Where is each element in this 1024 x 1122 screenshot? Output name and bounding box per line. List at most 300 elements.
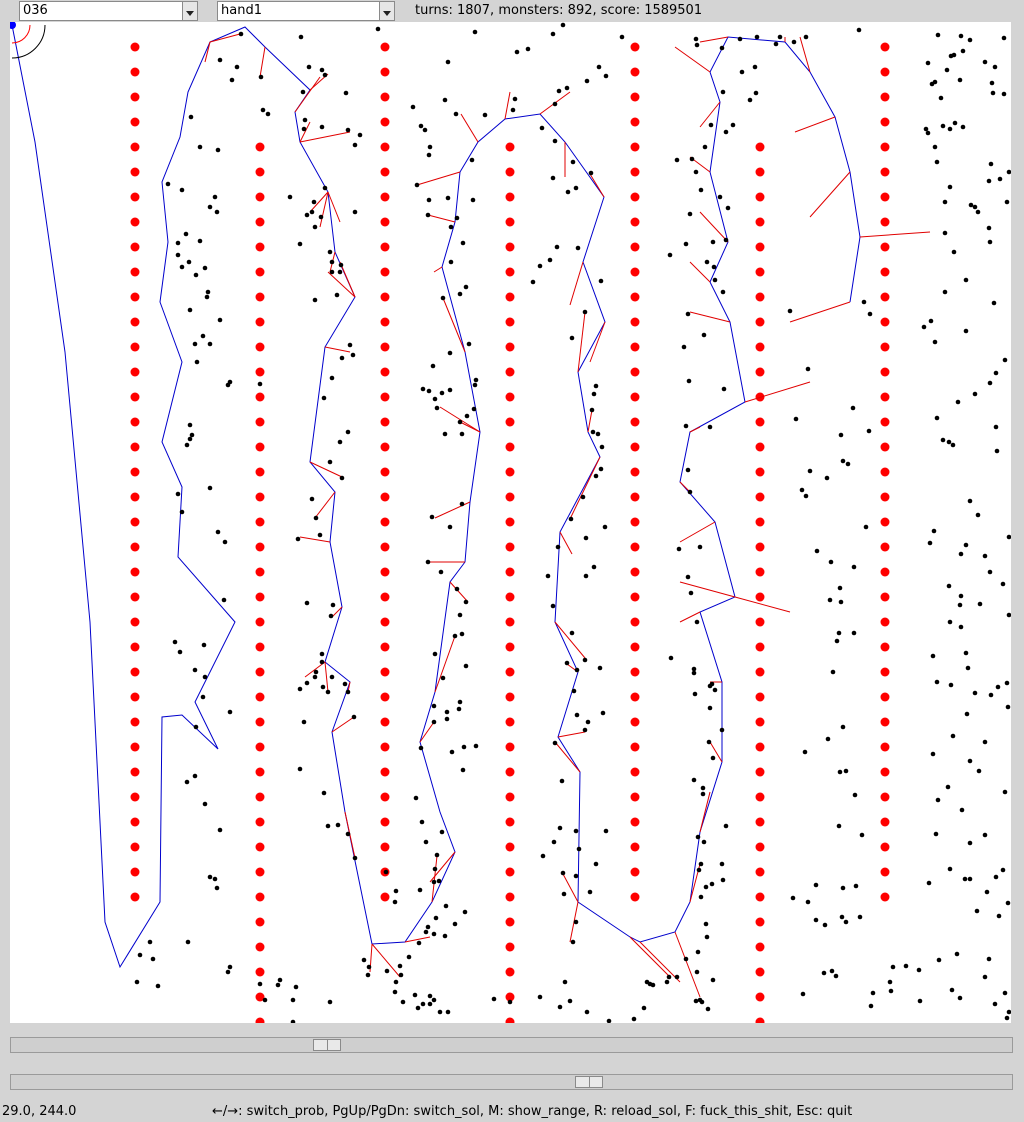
monster-dot — [531, 280, 536, 285]
red-marker — [506, 468, 515, 477]
red-marker — [381, 618, 390, 627]
red-marker — [506, 218, 515, 227]
attack-line — [570, 262, 583, 305]
monster-dot — [565, 661, 570, 666]
monster-dot — [263, 998, 268, 1003]
monster-dot — [198, 145, 203, 150]
red-marker — [506, 968, 515, 977]
monster-dot — [964, 329, 969, 334]
monster-dot — [711, 978, 716, 983]
monster-dot — [460, 502, 465, 507]
red-marker — [756, 918, 765, 927]
monster-dot — [473, 383, 478, 388]
monster-dot — [471, 198, 476, 203]
monster-dot — [432, 720, 437, 725]
monster-dot — [464, 664, 469, 669]
red-marker — [256, 493, 265, 502]
monster-dot — [713, 278, 718, 283]
monster-dot — [889, 989, 894, 994]
monster-dot — [791, 896, 796, 901]
red-marker — [506, 243, 515, 252]
monster-dot — [394, 889, 399, 894]
red-marker — [131, 493, 140, 502]
red-marker — [631, 768, 640, 777]
red-marker — [631, 268, 640, 277]
red-marker — [881, 593, 890, 602]
monster-dot — [351, 353, 356, 358]
monster-dot — [321, 685, 326, 690]
monster-dot — [574, 920, 579, 925]
monster-dot — [645, 980, 650, 985]
red-marker — [381, 493, 390, 502]
monster-dot — [947, 584, 952, 589]
red-marker — [256, 718, 265, 727]
red-marker — [131, 443, 140, 452]
red-marker — [381, 893, 390, 902]
monster-dot — [983, 60, 988, 65]
monster-dot — [945, 68, 950, 73]
monster-dot — [596, 432, 601, 437]
monster-dot — [561, 23, 566, 28]
monster-dot — [213, 195, 218, 200]
red-marker — [256, 243, 265, 252]
monster-dot — [344, 91, 349, 96]
monster-dot — [721, 90, 726, 95]
red-marker — [881, 893, 890, 902]
monster-dot — [969, 203, 974, 208]
monster-dot — [959, 594, 964, 599]
monster-dot — [651, 983, 656, 988]
keyboard-hint: ←/→: switch_prob, PgUp/PgDn: switch_sol, M: show_range, R: reload_sol, F: fuck_this_shit, Esc: quit — [212, 1104, 853, 1119]
red-marker — [506, 918, 515, 927]
red-marker — [756, 693, 765, 702]
red-marker — [256, 568, 265, 577]
monster-dot — [424, 840, 429, 845]
monster-dot — [353, 856, 358, 861]
monster-dot — [722, 387, 727, 392]
red-marker — [256, 468, 265, 477]
monster-dot — [176, 241, 181, 246]
monster-dot — [852, 631, 857, 636]
monster-dot — [987, 957, 992, 962]
red-marker — [131, 318, 140, 327]
attack-line — [555, 622, 585, 658]
monster-dot — [215, 210, 220, 215]
monster-dot — [589, 171, 594, 176]
attack-line — [555, 742, 580, 772]
monster-dot — [216, 148, 221, 153]
monster-dot — [203, 675, 208, 680]
monster-dot — [434, 916, 439, 921]
monster-dot — [699, 188, 704, 193]
monster-dot — [953, 121, 958, 126]
cursor-coords: 29.0, 244.0 — [2, 1104, 77, 1119]
red-marker — [631, 643, 640, 652]
monster-dot — [188, 423, 193, 428]
problem-select[interactable] — [19, 1, 198, 21]
monster-dot — [228, 710, 233, 715]
red-marker — [506, 193, 515, 202]
monster-dot — [702, 840, 707, 845]
monster-dot — [958, 78, 963, 83]
monster-dot — [298, 767, 303, 772]
monster-dot — [929, 319, 934, 324]
monster-dot — [960, 808, 965, 813]
monster-dot — [575, 668, 580, 673]
range-arc — [12, 25, 45, 58]
monster-dot — [724, 130, 729, 135]
monster-dot — [933, 340, 938, 345]
monster-dot — [692, 671, 697, 676]
red-marker — [881, 68, 890, 77]
monster-dot — [228, 965, 233, 970]
monster-dot — [822, 971, 827, 976]
monster-dot — [201, 695, 206, 700]
monster-dot — [313, 675, 318, 680]
monster-dot — [185, 443, 190, 448]
monster-dot — [1001, 582, 1006, 587]
attack-line — [405, 937, 430, 942]
red-marker — [631, 343, 640, 352]
monster-dot — [166, 182, 171, 187]
monster-dot — [148, 940, 153, 945]
red-marker — [381, 243, 390, 252]
monster-dot — [330, 270, 335, 275]
monster-dot — [556, 545, 561, 550]
monster-dot — [724, 824, 729, 829]
monster-dot — [788, 309, 793, 314]
monster-dot — [571, 940, 576, 945]
map-canvas[interactable] — [10, 22, 1011, 1023]
attack-line — [300, 122, 310, 142]
red-marker — [631, 868, 640, 877]
monster-dot — [1005, 681, 1010, 686]
monster-dot — [443, 934, 448, 939]
red-marker — [881, 368, 890, 377]
attack-line — [420, 722, 434, 742]
monster-dot — [461, 241, 466, 246]
monster-dot — [585, 79, 590, 84]
attack-line — [332, 717, 354, 732]
monster-dot — [708, 684, 713, 689]
monster-dot — [693, 692, 698, 697]
red-marker — [381, 418, 390, 427]
red-marker — [631, 318, 640, 327]
red-marker — [631, 493, 640, 502]
monster-dot — [720, 46, 725, 51]
monster-dot — [428, 994, 433, 999]
monster-dot — [936, 798, 941, 803]
attack-line — [860, 232, 930, 237]
red-marker — [131, 718, 140, 727]
monster-dot — [298, 687, 303, 692]
monster-dot — [258, 982, 263, 987]
chevron-down-icon[interactable] — [379, 2, 394, 20]
monster-dot — [446, 60, 451, 65]
red-marker — [881, 693, 890, 702]
monster-dot — [823, 923, 828, 928]
red-marker — [881, 318, 890, 327]
red-marker — [131, 568, 140, 577]
attack-line — [460, 422, 480, 432]
red-marker — [631, 818, 640, 827]
attack-line — [578, 312, 585, 372]
attack-line — [505, 92, 510, 119]
red-marker — [756, 568, 765, 577]
monster-dot — [513, 97, 518, 102]
turn-slider[interactable] — [10, 1074, 1013, 1090]
monster-dot — [992, 301, 997, 306]
monster-dot — [441, 296, 446, 301]
monster-dot — [340, 356, 345, 361]
monster-dot — [713, 688, 718, 693]
red-marker — [631, 118, 640, 127]
monster-dot — [173, 640, 178, 645]
monster-dot — [939, 96, 944, 101]
monster-dot — [705, 935, 710, 940]
attack-line — [680, 522, 715, 542]
plot-svg[interactable] — [10, 22, 1011, 1023]
monster-dot — [983, 740, 988, 745]
monster-dot — [740, 70, 745, 75]
monster-dot — [834, 974, 839, 979]
monster-dot — [574, 186, 579, 191]
red-marker — [131, 268, 140, 277]
monster-dot — [699, 862, 704, 867]
monster-dot — [330, 260, 335, 265]
monster-dot — [755, 35, 760, 40]
monster-dot — [176, 492, 181, 497]
monster-dot — [851, 406, 856, 411]
monster-dot — [203, 802, 208, 807]
monster-dot — [541, 854, 546, 859]
attack-line — [315, 492, 335, 518]
monster-dot — [684, 424, 689, 429]
monster-dot — [706, 1007, 711, 1012]
monster-dot — [318, 533, 323, 538]
monster-dot — [453, 634, 458, 639]
red-marker — [381, 193, 390, 202]
monster-dot — [551, 176, 556, 181]
monster-dot — [951, 734, 956, 739]
monster-dot — [208, 875, 213, 880]
monster-dot — [724, 238, 729, 243]
monster-dot — [854, 884, 859, 889]
attack-line — [810, 172, 850, 217]
monster-dot — [320, 660, 325, 665]
monster-dot — [694, 37, 699, 42]
monster-dot — [814, 883, 819, 888]
monster-dot — [669, 656, 674, 661]
red-marker — [131, 668, 140, 677]
red-marker — [381, 368, 390, 377]
monster-dot — [393, 990, 398, 995]
red-marker — [631, 593, 640, 602]
monster-dot — [1002, 36, 1007, 41]
monster-dot — [731, 123, 736, 128]
monster-dot — [963, 877, 968, 882]
attack-line — [745, 382, 810, 402]
red-marker — [631, 793, 640, 802]
monster-dot — [701, 786, 706, 791]
attack-line — [260, 47, 265, 77]
red-marker — [381, 768, 390, 777]
monster-dot — [446, 1010, 451, 1015]
red-marker — [506, 318, 515, 327]
monster-dot — [952, 250, 957, 255]
monster-dot — [968, 38, 973, 43]
slider-thumb[interactable] — [313, 1039, 341, 1051]
monster-dot — [976, 210, 981, 215]
red-marker — [631, 218, 640, 227]
monster-dot — [961, 125, 966, 130]
red-marker — [881, 218, 890, 227]
red-marker — [506, 743, 515, 752]
monster-dot — [572, 689, 577, 694]
monster-dot — [991, 91, 996, 96]
monster-dot — [428, 145, 433, 150]
monster-dot — [989, 162, 994, 167]
red-marker — [381, 543, 390, 552]
monster-dot — [329, 614, 334, 619]
monster-dot — [964, 543, 969, 548]
red-marker — [256, 868, 265, 877]
monster-dot — [935, 160, 940, 165]
monster-dot — [831, 670, 836, 675]
monster-dot — [440, 830, 445, 835]
red-marker — [256, 193, 265, 202]
attack-line — [417, 172, 460, 185]
monster-dot — [686, 312, 691, 317]
monster-dot — [194, 725, 199, 730]
monster-dot — [604, 829, 609, 834]
red-marker — [756, 943, 765, 952]
red-marker — [256, 793, 265, 802]
monster-dot — [346, 430, 351, 435]
monster-dot — [457, 707, 462, 712]
red-marker — [381, 668, 390, 677]
red-marker — [131, 643, 140, 652]
red-marker — [256, 918, 265, 927]
monster-dot — [837, 824, 842, 829]
monster-dot — [931, 752, 936, 757]
monster-dot — [808, 469, 813, 474]
red-marker — [631, 843, 640, 852]
monster-dot — [326, 824, 331, 829]
monster-dot — [852, 565, 857, 570]
monster-dot — [720, 862, 725, 867]
monster-dot — [961, 49, 966, 54]
red-marker — [756, 193, 765, 202]
monster-dot — [453, 922, 458, 927]
monster-dot — [675, 158, 680, 163]
monster-dot — [695, 970, 700, 975]
monster-dot — [138, 953, 143, 958]
monster-dot — [394, 980, 399, 985]
monster-dot — [977, 769, 982, 774]
red-marker — [131, 293, 140, 302]
attack-line — [588, 410, 592, 432]
red-marker — [881, 543, 890, 552]
monster-dot — [384, 870, 389, 875]
monster-dot — [423, 128, 428, 133]
red-marker — [756, 418, 765, 427]
red-marker — [256, 818, 265, 827]
solution-slider[interactable] — [10, 1037, 1013, 1053]
monster-dot — [198, 239, 203, 244]
solution-select[interactable] — [217, 1, 395, 21]
monster-dot — [385, 969, 390, 974]
monster-dot — [299, 35, 304, 40]
monster-dot — [474, 378, 479, 383]
monster-dot — [291, 1020, 296, 1023]
monster-dot — [994, 425, 999, 430]
monster-dot — [684, 242, 689, 247]
monster-dot — [959, 552, 964, 557]
red-marker — [506, 343, 515, 352]
monster-dot — [455, 216, 460, 221]
red-marker — [256, 643, 265, 652]
monster-dot — [180, 265, 185, 270]
attack-line — [570, 457, 600, 519]
monster-dot — [826, 737, 831, 742]
monster-dot — [223, 540, 228, 545]
monster-dot — [190, 433, 195, 438]
red-marker — [256, 668, 265, 677]
monster-dot — [376, 27, 381, 32]
monster-dot — [976, 513, 981, 518]
monster-dot — [184, 232, 189, 237]
red-marker — [506, 518, 515, 527]
monster-dot — [420, 820, 425, 825]
monster-dot — [449, 225, 454, 230]
red-marker — [381, 168, 390, 177]
slider-thumb[interactable] — [575, 1076, 603, 1088]
red-marker — [756, 293, 765, 302]
monster-dot — [151, 957, 156, 962]
monster-dot — [844, 769, 849, 774]
attack-line — [560, 532, 572, 554]
red-marker — [756, 493, 765, 502]
monster-dot — [948, 620, 953, 625]
red-marker — [131, 543, 140, 552]
monster-dot — [278, 978, 283, 983]
red-marker — [881, 193, 890, 202]
monster-dot — [975, 909, 980, 914]
red-marker — [131, 368, 140, 377]
monster-dot — [959, 34, 964, 39]
monster-dot — [313, 298, 318, 303]
monster-dot — [460, 432, 465, 437]
red-marker — [131, 43, 140, 52]
monster-dot — [201, 334, 206, 339]
chevron-down-icon[interactable] — [182, 2, 197, 20]
monster-dot — [463, 910, 468, 915]
monster-dot — [600, 445, 605, 450]
red-marker — [506, 393, 515, 402]
monster-dot — [804, 35, 809, 40]
monster-dot — [362, 958, 367, 963]
monster-dot — [472, 407, 477, 412]
monster-dot — [968, 759, 973, 764]
monster-dot — [561, 871, 566, 876]
red-marker — [131, 143, 140, 152]
monster-dot — [891, 965, 896, 970]
red-marker — [881, 268, 890, 277]
monster-dot — [540, 126, 545, 131]
monster-dot — [839, 600, 844, 605]
monster-dot — [343, 682, 348, 687]
